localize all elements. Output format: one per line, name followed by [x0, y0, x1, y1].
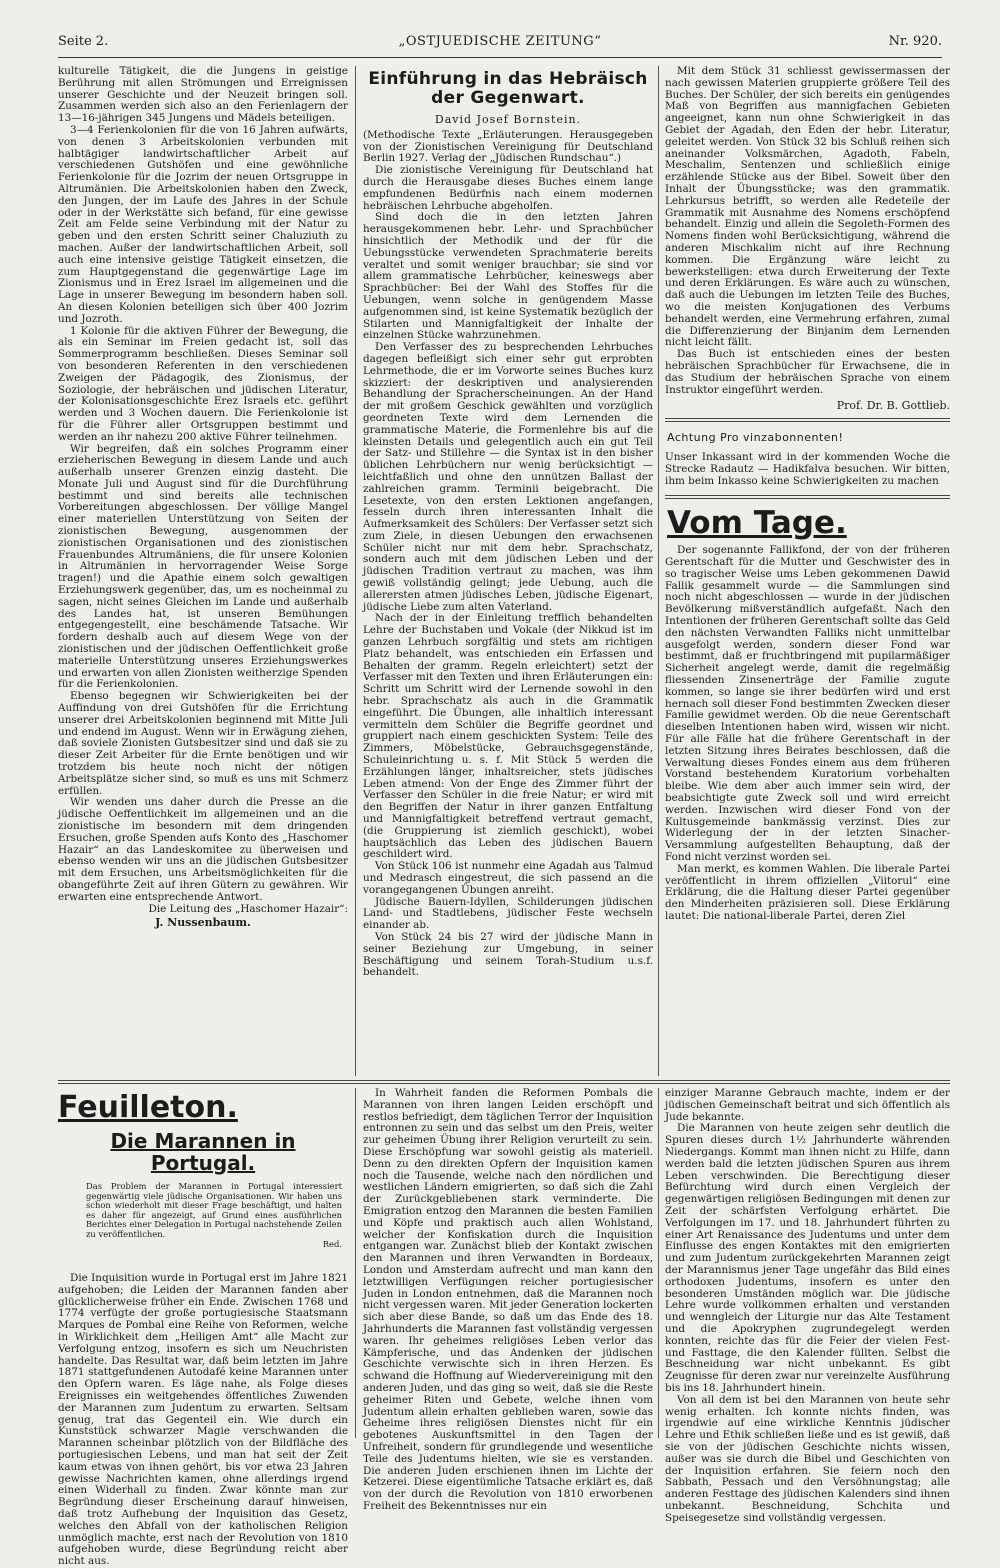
- section-divider: [58, 1083, 950, 1084]
- paragraph: Den Verfasser des zu besprechenden Lehrbuches dagegen befleißigt sich einer sehr gut erprobten Lehrmethode, die er im Vorworte seines Buches kurz skizziert: der deskriptiven und analysierenden Behandlung der Spracherscheinungen. An der Hand der mit großem Geschick gewählten und vorzüglich geordneten Texte wird dem Lernenden die grammatische Materie, die Formenlehre bis auf die kleinsten Details und gelegentlich auch ein gut Teil der Satz- und Stillehre — die Syntax ist in den bisher üblichen Lehrbüchern nur wenig berücksichtigt — leichtfaßlich und ohne den unnützen Ballast der zahlreichen gramm. Terminii beigebracht. Die Lesetexte, von den ersten Lektionen angefangen, fesseln durch ihren interessanten Inhalt die Aufmerksamkeit des Schülers: Der Verfasser setzt sich zum Ziele, in diesen Uebungen den erwachsenen Schüler nicht nur mit dem hebr. Sprachschatz, sondern auch mit dem jüdischen Leben und der jüdischen Tradition vertraut zu machen, was ihm gewiß vollständig gelingt; jede Uebung, auch die allerersten atmen jüdisches Leben, jüdische Eigenart, jüdische Liebe zum alten Vaterland.: [363, 341, 653, 613]
- signature: J. Nussenbaum.: [155, 916, 251, 930]
- paragraph: Man merkt, es kommen Wahlen. Die liberale Partei veröffentlicht in ihrem offiziellen „Viitorul“ eine Erklärung, die die Haltung dieser Partei gegenüber den Minderheiten präzisieren soll. Diese Erklärung lautet: Die national-liberale Partei, deren Ziel: [665, 862, 950, 922]
- column-divider: [658, 66, 659, 1076]
- section-title: Vom Tage.: [667, 505, 847, 542]
- feuilleton-column-2: [363, 1087, 654, 1512]
- header-rule: [58, 57, 942, 58]
- editor-sign: Red.: [322, 1238, 342, 1249]
- paragraph: 3—4 Ferienkolonien für die von 16 Jahren aufwärts, von denen 3 Arbeitskolonien verbunden mit halbtägiger landwirtschaftlicher Arbeit auf verschiedenen Gutshöfen und eine gewöhnliche Ferienkolonie für die Jozrim der neuen Ortsgruppe in Altrumänien. Die Arbeitskolonien haben den Zweck, den Jungen, der im Laufe des Jahres in der Schule oder in der Werkstätte sich befand, für eine gewisse Zeit am Felde seine Verbindung mit der Natur zu geben und den ersten Schritt seiner Chaluziuth zu machen. Außer der landwirtschaftlichen Arbeit, soll auch eine intensive geistige Tätigkeit einsetzen, die zum Hauptgegenstand die gegenwärtige Lage im Zionismus und in Erez Israel im allgemeinen und die Lage in unserer Bewegung im besondern haben soll. An diesen Kolonien beteiligen sich über 400 Jozrim und Jozroth.: [58, 123, 348, 325]
- column-divider: [355, 1088, 356, 1438]
- article-author: David Josef Bornstein.: [434, 113, 582, 126]
- paragraph: Sind doch die in den letzten Jahren herausgekommenen hebr. Lehr- und Sprachbücher hinsichtlich der Methodik und der für die Uebungsstücke verwendeten Sprachmaterie bereits veraltet und somit weniger brauchbar; sie sind vor allem grammatische Lehrbücher, keineswegs aber Sprachbücher: Bei der Wahl des Stoffes für die Uebungen, wenn solche in genügendem Masse aufgenommen sind, ist keine Systematik bezüglich der Stilarten und Mannigfaltigkeit der Inhalte der einzelnen Stücke wahrzunehmen.: [363, 211, 653, 342]
- paragraph: Wir wenden uns daher durch die Presse an die jüdische Oeffentlichkeit im allgemeinen und an die zionistische im besondern mit dem dringenden Ersuchen, große Spenden aufs Konto des „Haschomer Hazair“ an das Landeskomitee zu überweisen und ebenso wenden wir uns an die jüdischen Gutsbesitzer mit dem Ersuchen, uns Arbeitsmöglichkeiten für die obangeführte Zeit auf ihren Gütern zu gewähren. Wir erwarten eine entsprechende Antwort.: [58, 796, 348, 903]
- paragraph: Von all dem ist bei den Marannen von heute sehr wenig erhalten. Ich konnte nichts finden, was irgendwie auf eine wirkliche Kenntnis jüdischer Lehre und Ethik schließen ließe und es ist gewiß, daß sie von der jüdischen Geschichte nichts wissen, außer was sie durch die Bibel und Geschichten von der Inquisition erfahren. Sie feiern noch den Sabbath, Pessach und den Versöhnungstag; alle anderen Festtage des jüdischen Kalenders sind ihnen unbekannt. Beschneidung, Schchita und Speisegesetze sind vollständig vergessen.: [665, 1393, 950, 1524]
- column-right: [665, 66, 950, 1076]
- paragraph: Mit dem Stück 31 schliesst gewissermassen der nach gewissen Materien gruppierte größere Teil des Buches. Der Schüler, der sich bereits ein genügendes Maß von Begriffen aus mannigfachen Gebieten angeeignet, kann nun ohne Schwierigkeit in das Gebiet der Agadah, den Eden der hebr. Literatur, geleitet werden. Von Stück 32 bis Schluß reihen sich aneinander Volksmärchen, Agadoth, Fabeln, Meschalim, Sentenzen und schließlich einige erzählende Stücke aus der Bibel. Soweit über den Inhalt der Übungsstücke; was den grammatik. Lehrkursus betrifft, so werden alle Redeteile der Grammatik mit Ausnahme des Nomens erschöpfend behandelt. Einzig und allein die Segoleth-Formen des Nomens finden wohl Berücksichtigung, während die anderen Mischkalim nicht auf ihre Rechnung kommen. Die Ergänzung wäre leicht zu bewerkstelligen: etwa durch Erweiterung der Texte und deren Erklärungen. Es wäre auch zu wünschen, daß auch die Uebungen im letzten Teile des Buches, wo die meisten Konjugationen des Verbums behandelt werden, eine Vermehrung erfahren, zumal die Differenzierung der Binjanim dem Lernenden nicht leicht fällt.: [665, 65, 950, 349]
- closing-line: Die Leitung des „Haschomer Hazair“:: [148, 902, 348, 915]
- column-divider: [658, 1088, 659, 1438]
- paragraph: (Methodische Texte „Erläuterungen. Herausgegeben von der Zionistischen Vereinigung für Deutschland Berlin 1927. Verlag der „Jüdischen Rundschau“.): [363, 128, 653, 165]
- page-header: [58, 34, 942, 56]
- paragraph: Wir begreifen, daß ein solches Programm einer erzieherischen Bewegung in diesem Lande und auch außerhalb unserer Grenzen einzig dasteht. Die Monate Juli und August sind für die Durchführung bestimmt und sind bereits alle technischen Vorbereitungen abgeschlossen. Der völlige Mangel einer materiellen Unterstützung von Seiten der zionistischen Bewegung, ausgenommen der zionistischen Organisationen und des zionistischen Frauenbundes Altrumäniens, die für unsere Kolonien in Altrumänien in hervorragender Weise Sorge tragen!) und die Apathie einem solch gewaltigen Erziehungswerk gegenüber, das, um es nocheinmal zu sagen, nicht seines Gleichen im Lande und außerhalb des Landes hat, ist unseren Bemühungen entgegengestellt, eine beschämende Tatsache. Wir fordern deshalb auch auf diesem Wege von der zionistischen und der jüdischen Oeffentlichkeit große materielle Unterstützung unseres Erziehungswerkes und erwarten von allen Zionisten weitherzige Spenden für die Ferienkolonien.: [58, 442, 348, 691]
- feuilleton-section: [58, 1088, 348, 1568]
- paragraph: Die zionistische Vereinigung für Deutschland hat durch die Herausgabe dieses Buches einem lange empfundenen Bedürfnis nach einem modernen hebräischen Lehrbuche abgeholfen.: [363, 164, 653, 212]
- feuilleton-column-1: [58, 1272, 348, 1568]
- editor-note: [86, 1182, 342, 1249]
- paragraph: Das Buch ist entschieden eines der besten hebräischen Sprachbücher für Erwachsene, die in das Studium der hebräischen Sprache von einem Instruktor eingeführt werden.: [665, 348, 950, 396]
- paragraph: einziger Maranne Gebrauch machte, indem er der jüdischen Gemeinschaft beitrat und sich öffentlich als Jude bekannte.: [665, 1087, 950, 1123]
- paragraph: 1 Kolonie für die aktiven Führer der Bewegung, die als ein Seminar im Freien gedacht ist, soll das Sommerprogramm beschließen. Dieses Seminar soll von besonderen Referenten in den verschiedenen Zweigen der Pädagogik, des Zionismus, der Soziologie, der hebräischen und jüdischen Literatur, der Kolonisationsgeschichte Erez Israels etc. geführt werden und 3 Wochen dauern. Die Ferienkolonie ist für die Führer aller Ortsgruppen bestimmt und werden an ihr nahezu 200 aktive Führer teilnehmen.: [58, 324, 348, 443]
- paragraph: Der sogenannte Fallikfond, der von der früheren Gerentschaft für die Mutter und Geschwister des in so tragischer Weise ums Leben gekommenen Dawid Fallik gesammelt wurde — die Sammlungen sind noch nicht abgeschlossen — wurde in der jüdischen Bevölkerung mißverständlich aufgefaßt. Nach den Intentionen der früheren Gerentschaft sollte das Geld den nächsten Verwandten Falliks nicht unmittelbar ausgefolgt werden, sondern dieser Fond war bestimmt, daß er fruchtbringend mit pupilarmäßiger Sicherheit angelegt werde, damit die regelmäßig fliessenden Zinsenerträge der Familie zugute kommen, so lange sie ihrer bedürfen wird und erst hernach soll dieser Fond bestimmten Zwecken dieser Familie gewidmet werden. Ob die neue Gerentschaft dieselben Intentionen haben wird, wissen wir nicht. Für alle Fälle hat die frühere Gerentschaft in der letzten Sitzung ihres Beirates beschlossen, daß die Verwaltung dieses Fondes einem aus dem früheren Vorstand bestehendem Kuratorium vorbehalten bleibe. Wie dem aber auch immer sein wird, der beabsichtigte gute Zweck soll und wird erreicht werden. Inzwischen wird dieser Fond von der Kultusgemeinde bankmässig verzinst. Dies zur Widerlegung der in der letzten Sinacher-Versammlung aufgestellten Behauptung, daß der Fond nicht verzinst worden sei.: [665, 544, 950, 864]
- page-number: Seite 2.: [58, 34, 109, 49]
- paragraph: Die Inquisition wurde in Portugal erst im Jahre 1821 aufgehoben; die Leiden der Marannen fanden aber glücklicherweise früher ein Ende. Zwischen 1768 und 1774 verfügte der große portugiesische Staatsmann Marques de Pombal eine Reihe von Reformen, welche in Wirklichkeit dem „Heiligen Amt“ alle Macht zur Verfolgung entzog, insofern es sich um Neuchristen handelte. Das Resultat war, daß beim letzten im Jahre 1871 stattgefundenen Autodafé keine Marannen unter den Opfern waren. Es läge nahe, als Folge dieses Ereignisses ein weitgehendes öffentliches Zuwenden der Marannen zum Judentum zu erwarten. Seltsam genug, trat das Gegenteil ein. Wie durch ein Kunststück schwarzer Magie verschwanden die Marannen scheinbar plötzlich von der Bildfläche des portugiesischen Lebens, und man hat seit der Zeit kaum etwas von ihnen gehört, bis vor etwa 23 Jahren gewisse Nachrichten kamen, ohne allerdings irgend einen Widerhall zu finden. Zwar könnte man zur Begründung dieser Erscheinung darauf hinweisen, daß trotz Aufhebung der Inquisition das Gesetz, welches den Abfall von der katholischen Religion unmöglich machte, erst nach der Revolution von 1810 aufgehoben wurde, diese Begründung reicht aber nicht aus.: [58, 1272, 348, 1568]
- issue-number: Nr. 920.: [888, 34, 942, 49]
- signature: Prof. Dr. B. Gottlieb.: [836, 399, 950, 413]
- paragraph: Die Marannen von heute zeigen sehr deutlich die Spuren dieses durch 1½ Jahrhunderte währenden Niedergangs. Kommt man ihnen nicht zu Hilfe, dann werden bald die letzten jüdischen Spuren aus ihrem Leben verschwinden. Die Berechtigung dieser Befürchtung wird durch einen Vergleich der gegenwärtigen religiösen Bedingungen mit denen zur Zeit der schärfsten Verfolgung erhärtet. Die Verfolgungen im 17. und 18. Jahrhundert führten zu einer Art Renaissance des Judentums und unter dem Einflusse des engen Kontaktes mit den emigrierten und zum Judentum zurückgekehrten Marannen zeigt der Marannismus jener Tage ungefähr das Bild eines orthodoxen Judentums, insofern es unter den besonderen Umständen möglich war. Die jüdische Lehre wurde vollkommen erhalten und verstanden und wenngleich der Liturgie nur das Alte Testament und die Apokryphen zugrundegelegt werden konnten, reichte das für die Feier der vielen Fest- und Fasttage, die den Kalender füllten. Selbst die Beschneidung war nicht unbekannt. Es gibt Zeugnisse für deren zwar nur vereinzelte Ausführung bis ins 18. Jahrhundert hinein.: [665, 1122, 950, 1394]
- paragraph: kulturelle Tätigkeit, die die Jungens in geistige Berührung mit allen Strömungen und Erreignissen unserer Geschichte und der Neuzeit bringen soll. Zusammen werden sich also an den Ferienlagern der 13—16-jährigen 345 Jungens und Mädels beteiligen.: [58, 65, 348, 125]
- column-divider: [355, 66, 356, 1076]
- paragraph: Nach der in der Einleitung trefflich behandelten Lehre der Buchstaben und Vokale (der Nikkud ist im ganzen Lehrbuch sorgfältig und stets am richtigen Platz behandelt, was entschieden ein Erfassen und Behalten der gramm. Regeln erleichtert) setzt der Verfasser mit den Texten und ihren Erläuterungen ein: Schritt um Schritt wird der Lernende sowohl in den hebr. Sprachschatz als auch in die Grammatik eingeführt. Die Übungen, alle inhaltlich interessant vermitteln dem Schüler die Begriffe geordnet und gruppiert nach einem geschickten System: Teile des Zimmers, Möbelstücke, Gebrauchsgegenstände, Schuleinrichtung u. s. f. Mit Stück 5 werden die Erzählungen länger, inhaltsreicher, stets jüdisches Leben atmend: Von der Enge des Zimmer führt der Verfasser den Schüler in die freie Natur; er wird mit den Begriffen der Natur in ihrer ganzen Entfaltung und Mannigfaltigkeit betreffend vertraut gemacht, (die Gruppierung ist ziemlich geschickt), wobei hauptsächlich das Leben des jüdischen Bauern geschildert wird.: [363, 612, 653, 861]
- feuilleton-column-3: [665, 1087, 950, 1524]
- newspaper-name: „OSTJUEDISCHE ZEITUNG“: [398, 34, 602, 49]
- notice-heading: Achtung Pro vinzabonnenten!: [667, 431, 844, 445]
- feuilleton-subtitle: Die Marannen in Portugal.: [110, 1129, 296, 1175]
- paragraph: Ebenso begegnen wir Schwierigkeiten bei der Auffindung von drei Gutshöfen für die Errichtung unserer drei Arbeitskolonien beginnend mit Mitte Juli und endend im August. Wenn wir in Erwägung ziehen, daß soviele Zionisten Gutsbesitzer sind und daß sie zu dieser Zeit Arbeiter für die Ernte benötigen und wir trotzdem bis heute noch nicht der nötigen Arbeitsplätze sicher sind, so muß es uns mit Schmerz erfüllen.: [58, 690, 348, 797]
- notice-text: Unser Inkassant wird in der kommenden Woche die Strecke Radautz — Hadikfalva besuchen. Wir bitten, ihm beim Inkasso keine Schwierigkeiten zu machen: [665, 450, 950, 487]
- column-middle: [363, 66, 653, 1076]
- paragraph: Von Stück 106 ist nunmehr eine Agadah aus Talmud und Medrasch eingestreut, die sich passend an die vorangegangenen Übungen anreiht.: [363, 860, 653, 896]
- editor-note-text: Das Problem der Marannen in Portugal interessiert gegenwärtig viele jüdische Organisationen. Wir haben uns schon wiederholt mit dieser Frage beschäftigt, und halten es daher für angezeigt, auf Grund eines ausführlichen Berichtes einer Delegation in Portugal nachstehende Zeilen zu veröffentlichen.: [86, 1181, 342, 1239]
- article-title: Einführung in das Hebräisch der Gegenwart.: [368, 69, 648, 108]
- column-left: [58, 66, 348, 1076]
- paragraph: Von Stück 24 bis 27 wird der jüdische Mann in seiner Beziehung zur Umgebung, in seiner Beschäftigung und seinem Torah-Studium u.s.f. behandelt.: [363, 930, 653, 979]
- feuilleton-title: Feuilleton.: [58, 1090, 238, 1125]
- paragraph: Jüdische Bauern-Idyllen, Schilderungen jüdischen Land- und Stadtlebens, jüdischer Feste wechseln einander ab.: [363, 895, 653, 932]
- paragraph: In Wahrheit fanden die Reformen Pombals die Marannen von ihren langen Leiden erschöpft und restlos befriedigt, dem täglichen Terror der Inquisition entronnen zu sein und das selbst um den Preis, weiter zur geheimen Übung ihrer Religion verurteilt zu sein. Diese Erschöpfung war sowohl geistig als materiell. Denn zu den direkten Opfern der Inquisition kamen noch die Tausende, welche nach den nördlichen und westlichen Ländern emigrierten, so daß sich die Zahl der Zurückgebliebenen stark verminderte. Die Emigration entzog den Marannen die besten Familien und Köpfe und praktisch auch allen Wohlstand, welcher der Konfiskation durch die Inquisition entgangen war. Zunächst blieb der Kontakt zwischen den Marannen und ihren Verwandten in Bordeaux, London und Amsterdam aufrecht und man kann den letztwilligen Verfügungen reicher portugiesischer Juden in London entnehmen, daß die Marannen noch nicht vergessen waren. Mit jeder Generation lockerten sich aber diese Bande, so daß um das Ende des 18. Jahrhunderts die Marannen fast vollständig vergessen waren. Ihr geheimes religiöses Leben verlor das Kämpferische, und das Andenken der jüdischen Geschichte verwischte sich in ihren Herzen. Es schwand die Hoffnung auf Wiedervereinigung mit den anderen Juden, und das ging so weit, daß sie die Reste geheimer Riten und Gebete, welche ihnen vom Judentum allein erhalten geblieben waren, sowie das Geheime ihres religiösen Dienstes nicht für ein gebotenes Auskunftsmittel in den Tagen der Unfreiheit, sondern für grundlegende und wesentliche Teile des Judentums hielten, wie sie es verstanden. Die anderen Juden erschienen ihnen im Lichte der Ketzerei. Diese eigentümliche Tatsache erklärt es, daß von der durch die Revolution von 1810 erworbenen Freiheit des Bekenntnisses nur ein: [363, 1087, 654, 1512]
- section-divider: [58, 1080, 950, 1081]
